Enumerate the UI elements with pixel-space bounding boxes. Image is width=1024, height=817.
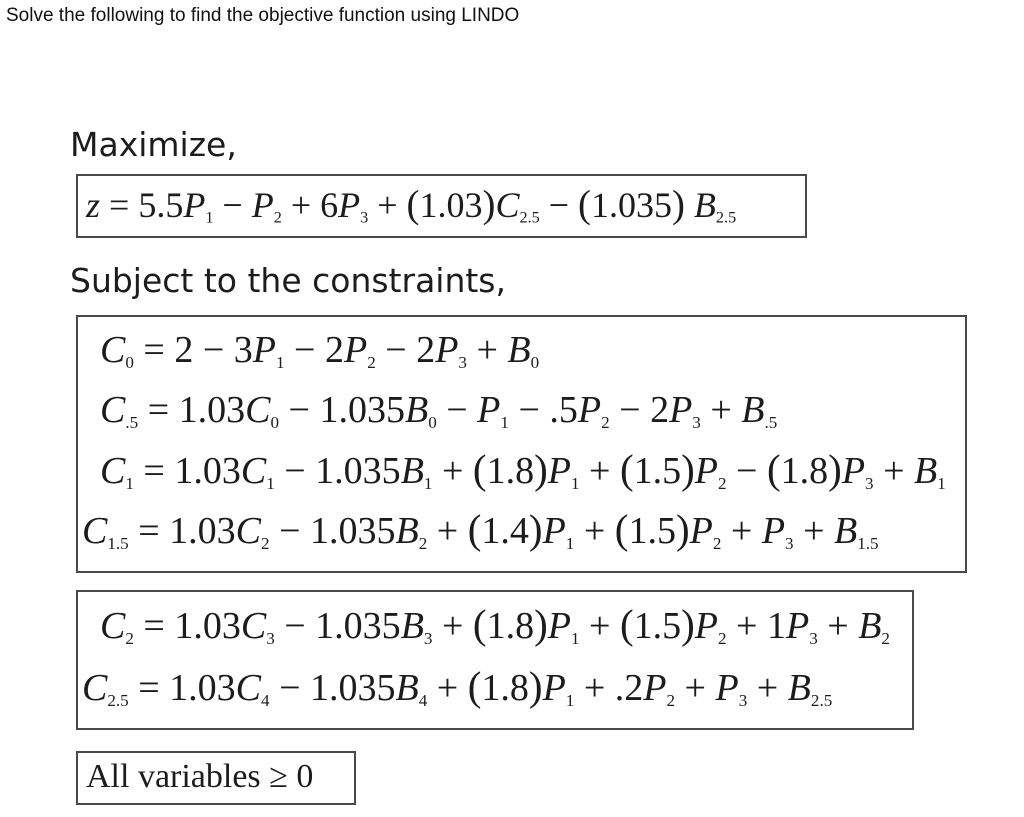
- question-prompt: Solve the following to find the objective function using LINDO: [6, 5, 520, 26]
- constraint-c15: $C_{1.5} = 1.03C_2 - 1.035B_2 + (1.4)P_1 + (1.5)P_2 + P_3 + B_{1.5}$: [82, 506, 879, 553]
- objective-equation: $z = 5.5P_1 - P_2 + 6P_3 + (1.03)C_{2.5} - (1.035)$ $B_{2.5}$: [86, 183, 737, 227]
- constraint-c05: $C_{.5} = 1.03C_0 - 1.035B_0 - P_1 - .5P_2 - 2P_3 + B_{.5}$: [100, 389, 778, 432]
- subject-to-heading: Subject to the constraints,: [70, 261, 506, 300]
- nonnegativity-text: All variables ≥ 0: [86, 758, 314, 795]
- nonnegativity-box: [76, 751, 356, 805]
- constraint-c0: $C_0 = 2 - 3P_1 - 2P_2 - 2P_3 + B_0$: [100, 329, 540, 372]
- objective-box: [76, 174, 807, 238]
- constraints-box-1: [76, 315, 967, 573]
- constraint-c25: $C_{2.5} = 1.03C_4 - 1.035B_4 + (1.8)P_1 + .2P_2 + P_3 + B_{2.5}$: [82, 663, 833, 710]
- constraints-box-2: [76, 590, 914, 730]
- maximize-heading: Maximize,: [70, 125, 237, 164]
- constraint-c2: $C_2 = 1.03C_3 - 1.035B_3 + (1.8)P_1 + (1.5)P_2 + 1P_3 + B_2$: [100, 601, 890, 648]
- constraint-c1: $C_1 = 1.03C_1 - 1.035B_1 + (1.8)P_1 + (1.5)P_2 - (1.8)P_3 + B_1$: [100, 446, 946, 493]
